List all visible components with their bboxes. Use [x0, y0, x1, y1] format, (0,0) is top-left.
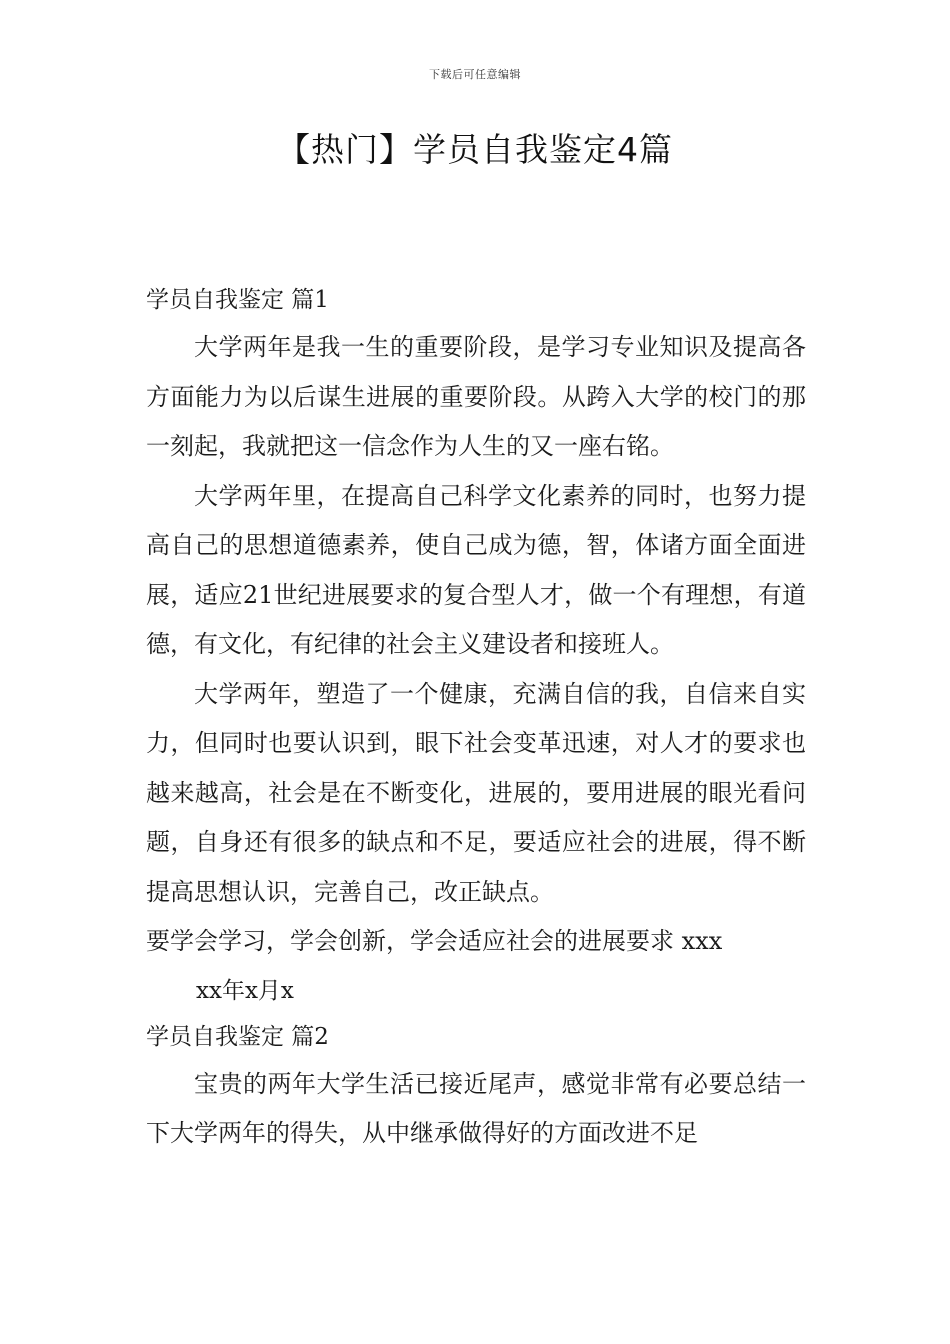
document-title: 【热门】学员自我鉴定4篇: [277, 130, 673, 169]
section-title: 学员自我鉴定 篇1: [146, 287, 329, 313]
document-body: [146, 278, 806, 1159]
paragraph: 大学两年是我一生的重要阶段，是学习专业知识及提高各方面能力为以后谋生进展的重要阶段。从跨入大学的校门的那一刻起，我就把这一信念作为人生的又一座右铭。: [146, 333, 806, 460]
closing-line: 要学会学习，学会创新，学会适应社会的进展要求 xxx: [146, 927, 723, 955]
header-note: 下载后可任意编辑: [429, 68, 521, 81]
paragraph: 大学两年里，在提高自己科学文化素养的同时，也努力提高自己的思想道德素养，使自己成为德，智，体诸方面全面进展，适应21世纪进展要求的复合型人才，做一个有理想，有道德，有文化，有纪律的社会主义建设者和接班人。: [146, 481, 806, 658]
date-line: xx年x月x: [196, 977, 294, 1004]
paragraph: 宝贵的两年大学生活已接近尾声，感觉非常有必要总结一下大学两年的得失，从中继承做得好的方面改进不足: [146, 1069, 806, 1147]
section-title: 学员自我鉴定 篇2: [146, 1023, 329, 1050]
paragraph: 大学两年，塑造了一个健康，充满自信的我，自信来自实力，但同时也要认识到，眼下社会变革迅速，对人才的要求也越来越高，社会是在不断变化，进展的，要用进展的眼光看问题，自身还有很多的缺点和不足，要适应社会的进展，得不断提高思想认识，完善自己，改正缺点。: [146, 679, 806, 906]
